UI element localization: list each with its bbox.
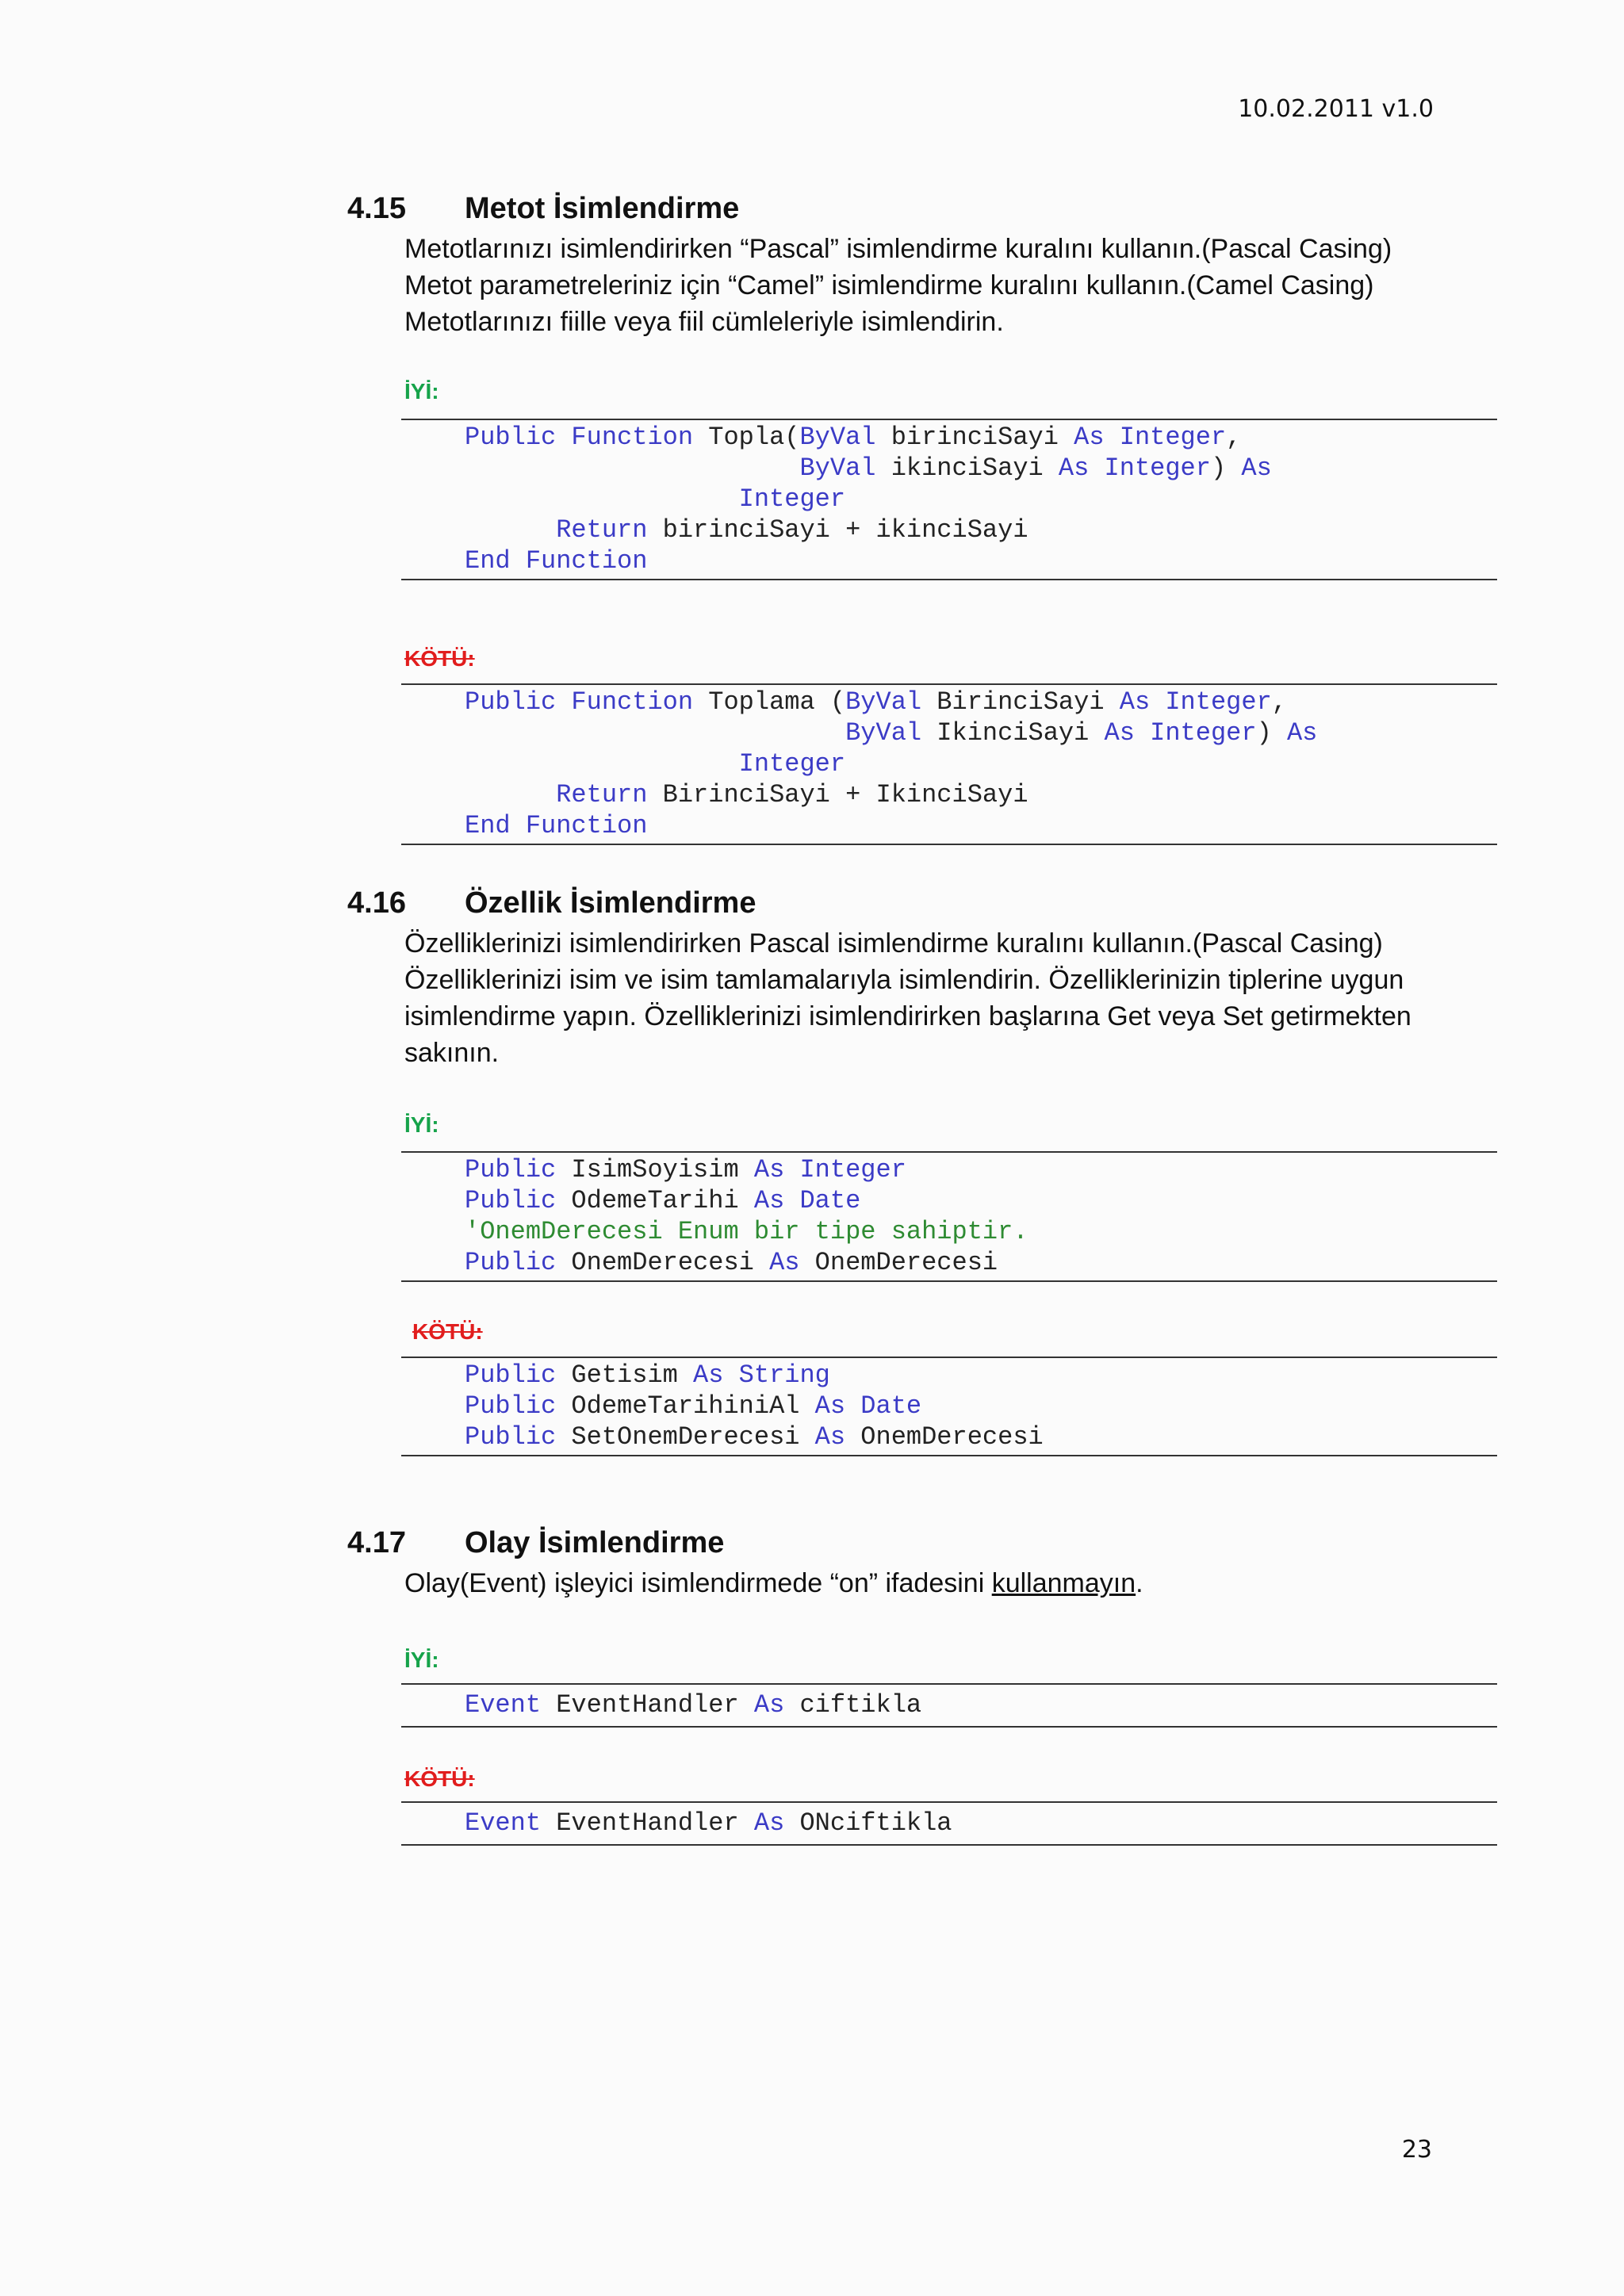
paragraph-line: Olay(Event) işleyici isimlendirmede “on” ifadesini kullanmayın. <box>404 1568 1143 1598</box>
code-line: End Function <box>465 546 648 576</box>
code-line: Event EventHandler As ONciftikla <box>465 1808 952 1838</box>
code-block-good-property <box>401 1151 1497 1282</box>
paragraph-line: Metot parametreleriniz için “Camel” isimlendirme kuralını kullanın.(Camel Casing) <box>404 270 1374 300</box>
code-line: Integer <box>738 749 846 779</box>
page-number: 23 <box>1401 2136 1432 2164</box>
paragraph-line: Özelliklerinizi isimlendirirken Pascal isimlendirme kuralını kullanın.(Pascal Casing) <box>404 928 1383 959</box>
good-label: İYİ: <box>404 1112 439 1137</box>
code-block-bad-method <box>401 683 1497 845</box>
section-body-4-17 <box>404 1565 1451 1601</box>
section-heading-4-15 <box>347 192 739 226</box>
paragraph-line: Metotlarınızı isimlendirirken “Pascal” isimlendirme kuralını kullanın.(Pascal Casing) <box>404 234 1392 264</box>
bad-label: KÖTÜ: <box>404 646 475 671</box>
code-block-good-method <box>401 419 1497 580</box>
code-block-bad-event <box>401 1801 1497 1846</box>
section-body-4-16 <box>404 925 1451 1071</box>
code-line: Public Function Toplama (ByVal BirinciSayi As Integer, <box>465 687 1287 717</box>
section-title: Olay İsimlendirme <box>465 1526 725 1559</box>
code-line: Public Function Topla(ByVal birinciSayi As Integer, <box>465 423 1242 452</box>
good-label: İYİ: <box>404 379 439 404</box>
bad-label: KÖTÜ: <box>404 1766 475 1791</box>
code-line: Return BirinciSayi + IkinciSayi <box>556 780 1028 809</box>
code-line: Integer <box>738 484 846 514</box>
paragraph-line: isimlendirme yapın. Özelliklerinizi isimlendirirken başlarına Get veya Set getirmekten <box>404 1001 1411 1031</box>
code-line: Return birinciSayi + ikinciSayi <box>556 515 1028 545</box>
code-line: Public OdemeTarihi As Date <box>465 1186 861 1215</box>
section-title: Metot İsimlendirme <box>465 192 740 225</box>
paragraph-line: Özelliklerinizi isim ve isim tamlamalarıyla isimlendirin. Özelliklerinizin tiplerine uygun <box>404 965 1404 995</box>
code-line: Public IsimSoyisim As Integer <box>465 1155 906 1184</box>
document-version: 10.02.2011 v1.0 <box>1238 95 1434 123</box>
code-line: ByVal ikinciSayi As Integer) As <box>799 453 1272 483</box>
section-number: 4.17 <box>347 1526 406 1559</box>
underlined-word: kullanmayın <box>991 1568 1136 1598</box>
section-heading-4-17 <box>347 1526 724 1560</box>
code-line: ByVal IkinciSayi As Integer) As <box>845 718 1318 748</box>
code-block-bad-property <box>401 1357 1497 1456</box>
code-comment: 'OnemDerecesi Enum bir tipe sahiptir. <box>465 1217 1028 1246</box>
section-number: 4.15 <box>347 192 406 225</box>
section-number: 4.16 <box>347 886 406 920</box>
section-body-4-15 <box>404 231 1451 340</box>
paragraph-line: sakının. <box>404 1038 500 1068</box>
paragraph-line: Metotlarınızı fiille veya fiil cümleleriyle isimlendirin. <box>404 307 1004 337</box>
code-line: Public OnemDerecesi As OnemDerecesi <box>465 1248 998 1277</box>
good-label: İYİ: <box>404 1647 439 1672</box>
section-heading-4-16 <box>347 886 756 920</box>
code-line: Public Getisim As String <box>465 1360 830 1390</box>
code-block-good-event <box>401 1683 1497 1728</box>
bad-label: KÖTÜ: <box>412 1319 483 1344</box>
code-line: Public OdemeTarihiniAl As Date <box>465 1391 922 1421</box>
section-title: Özellik İsimlendirme <box>465 886 756 920</box>
code-line: End Function <box>465 811 648 840</box>
code-line: Public SetOnemDerecesi As OnemDerecesi <box>465 1422 1044 1452</box>
code-line: Event EventHandler As ciftikla <box>465 1690 922 1720</box>
